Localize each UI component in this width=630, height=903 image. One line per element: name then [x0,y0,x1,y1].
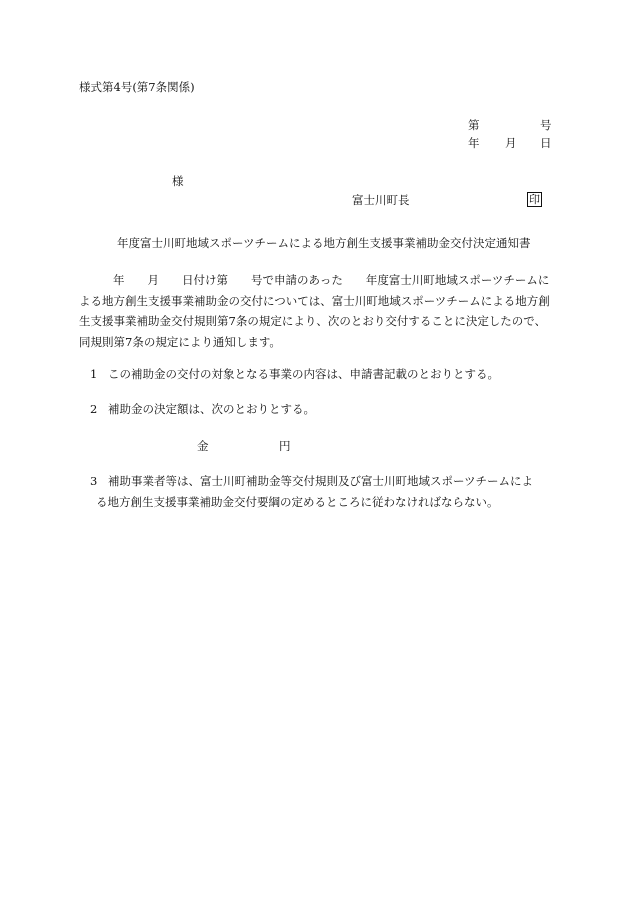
amount-suffix: 円 [279,439,291,453]
item-number: 3 [90,474,98,488]
list-item [90,476,533,488]
document-number-suffix: 号 [540,118,552,132]
document-number-prefix: 第 [468,118,480,132]
item-text: 補助事業者等は、富士川町補助金等交付規則及び富士川町地域スポーツチームによ [108,474,534,488]
date-year-label: 年 [468,136,480,150]
seal-stamp: 印 [529,193,540,206]
item-text-continuation: る地方創生支援事業補助金交付要綱の定めるところに従わなければならない。 [96,495,499,509]
date-day-label: 日 [540,136,552,150]
body-paragraph: 年 月 日付け第 号で申請のあった 年度富士川町地域スポーツチームによる地方創生支援事業補助金の交付については、富士川町地域スポーツチームによる地方創生支援事業補助金交付規則第7条の規定により、次のとおり交付することに決定したので、同規則第7条の規定により通知します。 [79,273,550,349]
document-title: 年度富士川町地域スポーツチームによる地方創生支援事業補助金交付決定通知書 [117,236,531,250]
item-text: この補助金の交付の対象となる事業の内容は、申請書記載のとおりとする。 [108,367,499,381]
date-month-label: 月 [505,136,517,150]
addressee-suffix: 様 [172,174,184,188]
form-number: 様式第4号(第7条関係) [79,80,195,94]
item-number: 1 [90,367,98,381]
item-text: 補助金の決定額は、次のとおりとする。 [108,402,315,416]
list-item [90,404,315,416]
item-number: 2 [90,402,98,416]
sender-title: 富士川町長 [352,193,410,207]
amount-prefix: 金 [197,439,209,453]
list-item [90,369,499,381]
